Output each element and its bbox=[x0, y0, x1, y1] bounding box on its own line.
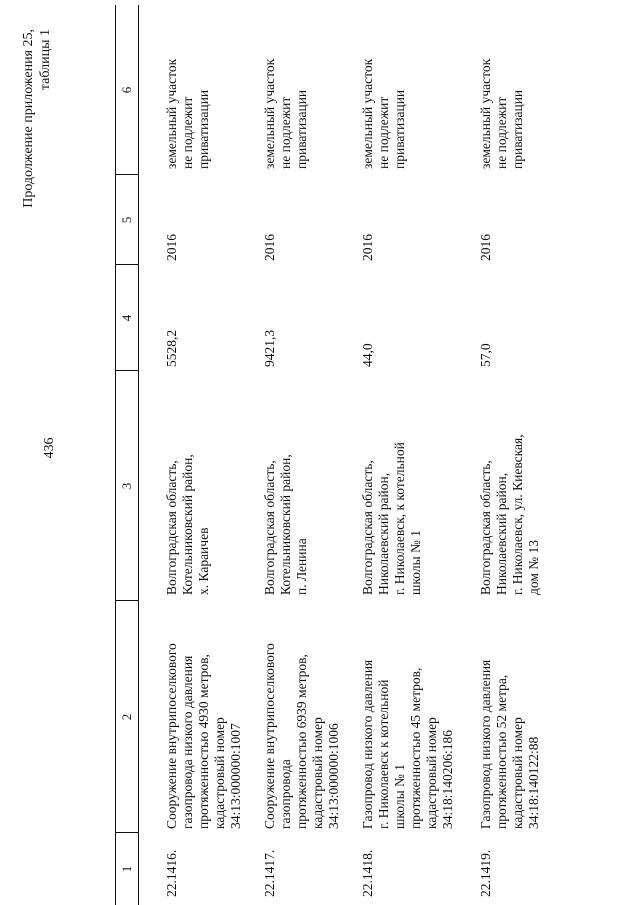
object-area: 44,0 bbox=[360, 343, 375, 367]
address-line: Николаевский район, bbox=[494, 472, 509, 595]
address-line: п. Ленина bbox=[294, 538, 309, 595]
note-line: приватизации bbox=[392, 89, 407, 169]
address-line: Волгоградская область, bbox=[262, 460, 277, 595]
object-name-line: 34:18:140122:88 bbox=[526, 736, 541, 829]
address-line: Волгоградская область, bbox=[360, 460, 375, 595]
object-name bbox=[262, 643, 342, 829]
object-name-line: кадастровый номер bbox=[310, 717, 325, 829]
address-line: Волгоградская область, bbox=[478, 460, 493, 595]
object-name bbox=[164, 643, 244, 829]
address-line: Котельниковский район, bbox=[180, 454, 195, 595]
address-line: Котельниковский район, bbox=[278, 454, 293, 595]
note-line: земельный участок bbox=[360, 58, 375, 169]
object-note bbox=[262, 59, 310, 169]
object-area: 9421,3 bbox=[262, 329, 277, 367]
object-name-line: Газопровод низкого давления bbox=[478, 659, 493, 829]
object-name-line: 34:18:140206:186 bbox=[440, 729, 455, 829]
object-area: 5528,2 bbox=[164, 329, 179, 367]
object-name-line: Газопровод низкого давления bbox=[360, 659, 375, 829]
column-header-1: 1 bbox=[119, 865, 134, 873]
object-note bbox=[478, 59, 526, 169]
note-line: не подлежит bbox=[494, 96, 509, 169]
object-year: 2016 bbox=[262, 234, 277, 261]
row-number: 22.1417. bbox=[262, 849, 277, 897]
address-line: дом № 13 bbox=[526, 539, 541, 595]
object-name-line: газопровода низкого давления bbox=[180, 655, 195, 829]
object-name-line: протяженностью 52 метра, bbox=[494, 674, 509, 829]
note-line: приватизации bbox=[196, 89, 211, 169]
object-year: 2016 bbox=[478, 234, 493, 261]
address-line: Волгоградская область, bbox=[164, 460, 179, 595]
object-area: 57,0 bbox=[478, 343, 493, 367]
object-address bbox=[262, 454, 310, 595]
object-note bbox=[360, 59, 408, 169]
object-name-line: протяженностью 6939 метров, bbox=[294, 654, 309, 829]
continuation-line-1: Продолжение приложения 25, bbox=[21, 29, 36, 208]
address-line: школы № 1 bbox=[408, 529, 423, 595]
column-header-5: 5 bbox=[119, 216, 134, 224]
object-address bbox=[360, 442, 424, 595]
object-name-line: г. Николаевск к котельной bbox=[376, 679, 391, 829]
object-name bbox=[360, 660, 456, 829]
address-line: г. Николаевск, ул. Киевская, bbox=[510, 434, 525, 595]
object-note bbox=[164, 59, 212, 169]
object-name-line: кадастровый номер bbox=[510, 717, 525, 829]
object-name-line: 34:13:000000:1006 bbox=[326, 723, 341, 829]
object-name-line: 34:13:000000:1007 bbox=[228, 723, 243, 829]
page-number: 436 bbox=[42, 437, 57, 459]
object-year: 2016 bbox=[164, 234, 179, 261]
note-line: не подлежит bbox=[376, 96, 391, 169]
object-address bbox=[164, 454, 212, 595]
object-address bbox=[478, 434, 542, 595]
note-line: земельный участок bbox=[262, 58, 277, 169]
note-line: земельный участок bbox=[478, 58, 493, 169]
continuation-line-2: таблицы 1 bbox=[38, 29, 53, 91]
object-name-line: Сооружение внутрипоселкового bbox=[262, 643, 277, 829]
column-header-6: 6 bbox=[119, 86, 134, 94]
row-number: 22.1419. bbox=[478, 849, 493, 897]
object-name-line: газопровода bbox=[278, 759, 293, 829]
note-line: земельный участок bbox=[164, 58, 179, 169]
header-bottom-rule bbox=[138, 5, 139, 905]
note-line: не подлежит bbox=[278, 96, 293, 169]
column-header-3: 3 bbox=[119, 482, 134, 490]
object-name-line: кадастровый номер bbox=[212, 717, 227, 829]
row-number: 22.1418. bbox=[360, 849, 375, 897]
note-line: не подлежит bbox=[180, 96, 195, 169]
column-header-4: 4 bbox=[119, 314, 134, 322]
column-header-2: 2 bbox=[119, 713, 134, 721]
address-line: г. Николаевск, к котельной bbox=[392, 442, 407, 595]
object-name-line: школы № 1 bbox=[392, 763, 407, 829]
address-line: х. Караичев bbox=[196, 527, 211, 595]
object-year: 2016 bbox=[360, 234, 375, 261]
note-line: приватизации bbox=[510, 89, 525, 169]
address-line: Николаевский район, bbox=[376, 472, 391, 595]
object-name bbox=[478, 660, 542, 829]
object-name-line: протяженностью 4930 метров, bbox=[196, 654, 211, 829]
object-name-line: Сооружение внутрипоселкового bbox=[164, 643, 179, 829]
rotated-table-sheet bbox=[0, 5, 640, 905]
object-name-line: кадастровый номер bbox=[424, 717, 439, 829]
object-name-line: протяженностью 45 метров, bbox=[408, 667, 423, 829]
note-line: приватизации bbox=[294, 89, 309, 169]
row-number: 22.1416. bbox=[164, 849, 179, 897]
